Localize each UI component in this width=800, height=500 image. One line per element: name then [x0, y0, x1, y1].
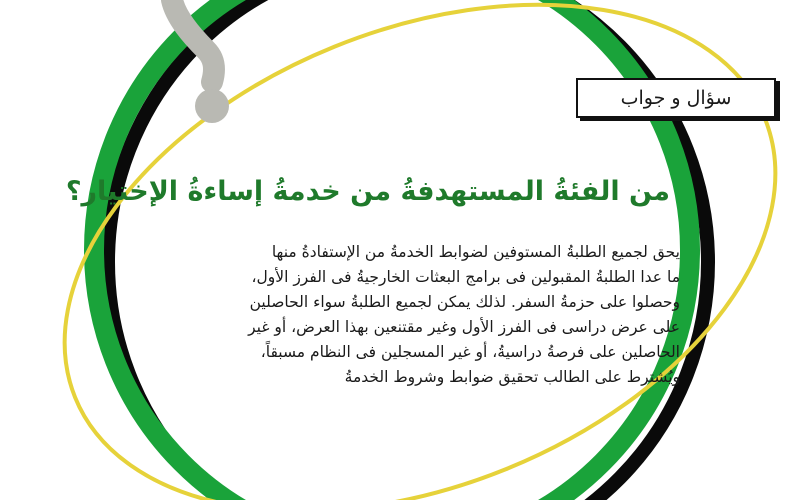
body-paragraph — [140, 240, 680, 390]
body-line: ويُشترط على الطالب تحقيق ضوابط وشروط الخدمةُ — [344, 368, 680, 386]
qa-tag-label: سؤال و جواب — [620, 87, 732, 109]
page-title: من الفئةُ المستهدفةُ من خدمةُ إساءةُ الإختيار؟ — [65, 176, 670, 207]
body-line: على عرض دراسى فى الفرز الأول وغير مقتنعين بهذا العرض، أو غير — [248, 318, 680, 336]
body-line: يحق لجميع الطلبةُ المستوفين لضوابط الخدمةُ من الإستفادةُ منها — [271, 243, 680, 261]
body-line: ما عدا الطلبةُ المقبولين فى برامج البعثات الخارجيةُ فى الفرز الأول، — [251, 268, 680, 286]
qa-tag — [576, 78, 776, 118]
body-line: الحاصلين على فرصةُ دراسيةُ، أو غير المسجلين فى النظام مسبقاً، — [260, 343, 680, 361]
body-line: وحصلوا على حزمةُ السفر. لذلك يمكن لجميع الطلبةُ سواء الحاصلين — [249, 293, 680, 311]
